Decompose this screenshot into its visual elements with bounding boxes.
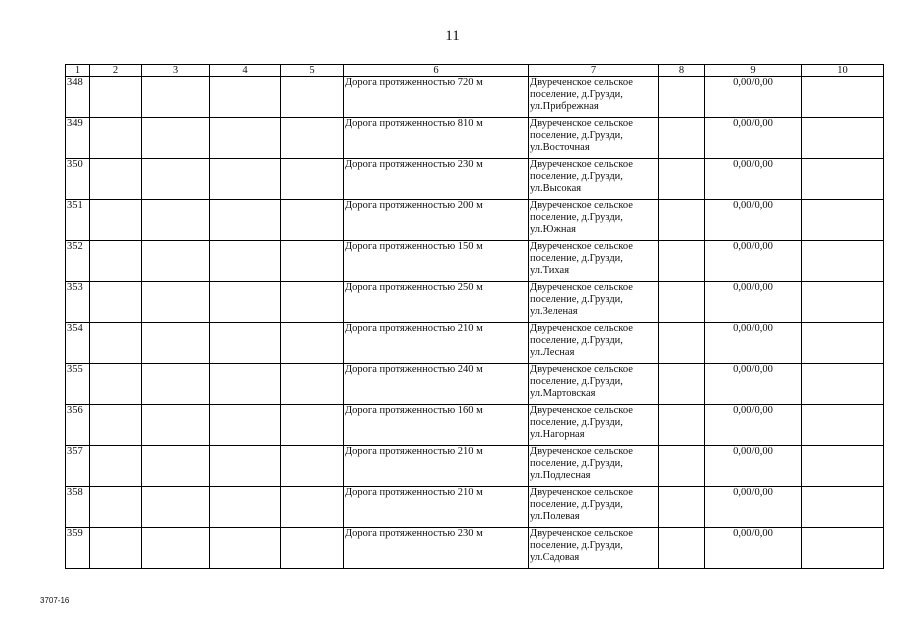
address-line: поселение, д.Грузди, — [530, 171, 623, 182]
table-row — [66, 446, 884, 487]
address-line: поселение, д.Грузди, — [530, 89, 623, 100]
empty-cell-col2 — [90, 241, 142, 282]
address-line: поселение, д.Грузди, — [530, 458, 623, 469]
address-line: Двуреченское сельское — [530, 528, 633, 539]
page-number: 11 — [445, 28, 460, 44]
address-line: поселение, д.Грузди, — [530, 212, 623, 223]
object-name-cell: Дорога протяженностью 200 м — [344, 200, 529, 241]
empty-cell-col2 — [90, 159, 142, 200]
empty-cell-col5 — [281, 282, 344, 323]
empty-cell-col10 — [802, 446, 884, 487]
empty-cell-col10 — [802, 241, 884, 282]
empty-cell-col3 — [142, 323, 210, 364]
empty-cell-col10 — [802, 487, 884, 528]
row-number-cell: 351 — [66, 200, 90, 241]
table-body — [66, 77, 884, 569]
empty-cell-col2 — [90, 405, 142, 446]
empty-cell-col8 — [659, 282, 705, 323]
address-line: Двуреченское сельское — [530, 159, 633, 170]
address-line: Двуреченское сельское — [530, 446, 633, 457]
object-name-cell: Дорога протяженностью 150 м — [344, 241, 529, 282]
column-header-9: 9 — [705, 65, 802, 77]
empty-cell-col3 — [142, 77, 210, 118]
empty-cell-col10 — [802, 405, 884, 446]
address-line: Двуреченское сельское — [530, 405, 633, 416]
empty-cell-col8 — [659, 487, 705, 528]
empty-cell-col3 — [142, 446, 210, 487]
empty-cell-col3 — [142, 118, 210, 159]
address-line: Двуреченское сельское — [530, 323, 633, 334]
empty-cell-col2 — [90, 118, 142, 159]
address-cell — [529, 200, 659, 241]
empty-cell-col4 — [210, 446, 281, 487]
address-line: ул.Лесная — [530, 347, 575, 358]
object-name-cell: Дорога протяженностью 160 м — [344, 405, 529, 446]
empty-cell-col4 — [210, 487, 281, 528]
empty-cell-col5 — [281, 405, 344, 446]
address-line: ул.Мартовская — [530, 388, 596, 399]
address-line: поселение, д.Грузди, — [530, 376, 623, 387]
table-row — [66, 241, 884, 282]
empty-cell-col3 — [142, 241, 210, 282]
empty-cell-col2 — [90, 77, 142, 118]
empty-cell-col10 — [802, 200, 884, 241]
value-cell: 0,00/0,00 — [705, 282, 802, 323]
value-cell: 0,00/0,00 — [705, 77, 802, 118]
value-cell: 0,00/0,00 — [705, 446, 802, 487]
empty-cell-col5 — [281, 159, 344, 200]
empty-cell-col5 — [281, 364, 344, 405]
empty-cell-col2 — [90, 364, 142, 405]
address-line: ул.Полевая — [530, 511, 580, 522]
address-line: Двуреченское сельское — [530, 200, 633, 211]
object-name-cell: Дорога протяженностью 810 м — [344, 118, 529, 159]
empty-cell-col8 — [659, 405, 705, 446]
empty-cell-col4 — [210, 528, 281, 569]
address-line: поселение, д.Грузди, — [530, 540, 623, 551]
address-line: поселение, д.Грузди, — [530, 130, 623, 141]
empty-cell-col8 — [659, 159, 705, 200]
empty-cell-col10 — [802, 282, 884, 323]
column-header-5: 5 — [281, 65, 344, 77]
row-number-cell: 358 — [66, 487, 90, 528]
table-row — [66, 118, 884, 159]
empty-cell-col3 — [142, 405, 210, 446]
empty-cell-col4 — [210, 364, 281, 405]
table-row — [66, 77, 884, 118]
empty-cell-col4 — [210, 241, 281, 282]
empty-cell-col8 — [659, 528, 705, 569]
empty-cell-col8 — [659, 446, 705, 487]
address-cell — [529, 241, 659, 282]
table-row — [66, 487, 884, 528]
document-code: 3707-16 — [40, 596, 70, 605]
value-cell: 0,00/0,00 — [705, 487, 802, 528]
empty-cell-col8 — [659, 364, 705, 405]
row-number-cell: 349 — [66, 118, 90, 159]
address-cell — [529, 118, 659, 159]
empty-cell-col10 — [802, 77, 884, 118]
row-number-cell: 353 — [66, 282, 90, 323]
address-line: ул.Подлесная — [530, 470, 591, 481]
empty-cell-col4 — [210, 118, 281, 159]
value-cell: 0,00/0,00 — [705, 405, 802, 446]
empty-cell-col2 — [90, 487, 142, 528]
empty-cell-col2 — [90, 323, 142, 364]
empty-cell-col5 — [281, 118, 344, 159]
empty-cell-col2 — [90, 446, 142, 487]
table-row — [66, 323, 884, 364]
value-cell: 0,00/0,00 — [705, 364, 802, 405]
object-name-cell: Дорога протяженностью 230 м — [344, 159, 529, 200]
empty-cell-col3 — [142, 159, 210, 200]
row-number-cell: 356 — [66, 405, 90, 446]
row-number-cell: 348 — [66, 77, 90, 118]
empty-cell-col4 — [210, 282, 281, 323]
address-line: ул.Прибрежная — [530, 101, 599, 112]
column-header-6: 6 — [344, 65, 529, 77]
value-cell: 0,00/0,00 — [705, 528, 802, 569]
table-row — [66, 200, 884, 241]
object-name-cell: Дорога протяженностью 210 м — [344, 446, 529, 487]
address-line: Двуреченское сельское — [530, 77, 633, 88]
value-cell: 0,00/0,00 — [705, 323, 802, 364]
column-header-2: 2 — [90, 65, 142, 77]
empty-cell-col8 — [659, 241, 705, 282]
empty-cell-col4 — [210, 200, 281, 241]
empty-cell-col10 — [802, 323, 884, 364]
empty-cell-col2 — [90, 200, 142, 241]
empty-cell-col10 — [802, 364, 884, 405]
address-line: Двуреченское сельское — [530, 487, 633, 498]
empty-cell-col10 — [802, 528, 884, 569]
empty-cell-col3 — [142, 528, 210, 569]
object-name-cell: Дорога протяженностью 230 м — [344, 528, 529, 569]
column-header-10: 10 — [802, 65, 884, 77]
empty-cell-col8 — [659, 77, 705, 118]
address-line: Двуреченское сельское — [530, 118, 633, 129]
empty-cell-col2 — [90, 282, 142, 323]
column-header-3: 3 — [142, 65, 210, 77]
empty-cell-col3 — [142, 487, 210, 528]
address-cell — [529, 405, 659, 446]
address-cell — [529, 77, 659, 118]
address-line: ул.Зеленая — [530, 306, 578, 317]
row-number-cell: 359 — [66, 528, 90, 569]
address-line: ул.Высокая — [530, 183, 582, 194]
address-line: поселение, д.Грузди, — [530, 253, 623, 264]
value-cell: 0,00/0,00 — [705, 241, 802, 282]
object-name-cell: Дорога протяженностью 210 м — [344, 487, 529, 528]
empty-cell-col8 — [659, 323, 705, 364]
empty-cell-col3 — [142, 282, 210, 323]
column-header-8: 8 — [659, 65, 705, 77]
header-row — [66, 65, 884, 77]
empty-cell-col2 — [90, 528, 142, 569]
address-line: поселение, д.Грузди, — [530, 499, 623, 510]
address-line: ул.Тихая — [530, 265, 570, 276]
empty-cell-col10 — [802, 118, 884, 159]
column-header-4: 4 — [210, 65, 281, 77]
empty-cell-col5 — [281, 77, 344, 118]
address-cell — [529, 446, 659, 487]
address-line: ул.Садовая — [530, 552, 580, 563]
row-number-cell: 357 — [66, 446, 90, 487]
address-line: ул.Нагорная — [530, 429, 585, 440]
column-header-7: 7 — [529, 65, 659, 77]
address-line: поселение, д.Грузди, — [530, 335, 623, 346]
address-cell — [529, 323, 659, 364]
row-number-cell: 352 — [66, 241, 90, 282]
row-number-cell: 350 — [66, 159, 90, 200]
address-line: ул.Восточная — [530, 142, 590, 153]
empty-cell-col4 — [210, 323, 281, 364]
address-cell — [529, 364, 659, 405]
row-number-cell: 354 — [66, 323, 90, 364]
empty-cell-col10 — [802, 159, 884, 200]
object-name-cell: Дорога протяженностью 720 м — [344, 77, 529, 118]
empty-cell-col4 — [210, 405, 281, 446]
empty-cell-col5 — [281, 528, 344, 569]
empty-cell-col5 — [281, 323, 344, 364]
property-registry-table — [65, 64, 884, 569]
table-row — [66, 364, 884, 405]
table-row — [66, 159, 884, 200]
empty-cell-col5 — [281, 487, 344, 528]
empty-cell-col4 — [210, 77, 281, 118]
empty-cell-col5 — [281, 241, 344, 282]
empty-cell-col5 — [281, 446, 344, 487]
table-row — [66, 282, 884, 323]
object-name-cell: Дорога протяженностью 210 м — [344, 323, 529, 364]
address-line: Двуреченское сельское — [530, 282, 633, 293]
address-cell — [529, 487, 659, 528]
empty-cell-col8 — [659, 200, 705, 241]
address-line: Двуреченское сельское — [530, 364, 633, 375]
table-row — [66, 528, 884, 569]
value-cell: 0,00/0,00 — [705, 118, 802, 159]
address-cell — [529, 282, 659, 323]
value-cell: 0,00/0,00 — [705, 159, 802, 200]
address-line: поселение, д.Грузди, — [530, 294, 623, 305]
value-cell: 0,00/0,00 — [705, 200, 802, 241]
address-cell — [529, 528, 659, 569]
object-name-cell: Дорога протяженностью 240 м — [344, 364, 529, 405]
address-cell — [529, 159, 659, 200]
empty-cell-col8 — [659, 118, 705, 159]
address-line: Двуреченское сельское — [530, 241, 633, 252]
address-line: поселение, д.Грузди, — [530, 417, 623, 428]
table-row — [66, 405, 884, 446]
empty-cell-col3 — [142, 364, 210, 405]
object-name-cell: Дорога протяженностью 250 м — [344, 282, 529, 323]
address-line: ул.Южная — [530, 224, 576, 235]
empty-cell-col4 — [210, 159, 281, 200]
empty-cell-col5 — [281, 200, 344, 241]
column-header-1: 1 — [66, 65, 90, 77]
empty-cell-col3 — [142, 200, 210, 241]
row-number-cell: 355 — [66, 364, 90, 405]
